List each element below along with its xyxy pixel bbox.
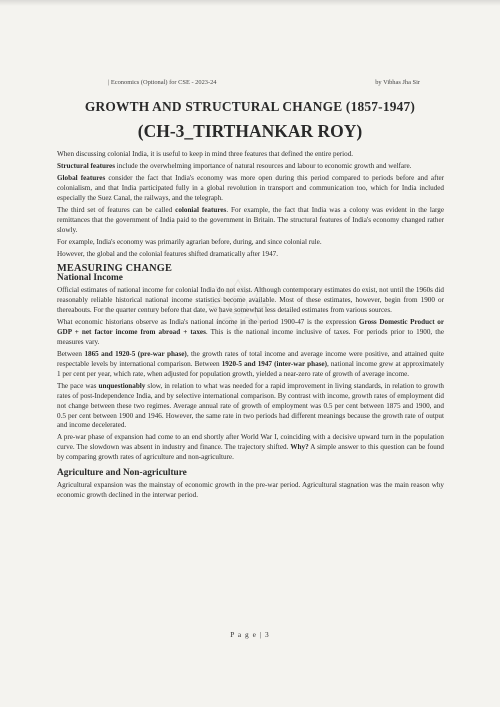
document-body: [57, 150, 444, 503]
global-text: consider the fact that India's economy was more open during this period compared to periods before and after colonialism, and that India participated fully in a global revolution in transport and communication too, which for India included especially the Suez Canal, the railways, and the telegraph.: [57, 174, 444, 202]
global-paragraph: [57, 174, 444, 204]
prewar-phase-term: 1865 and 1920-5 (pre-war phase): [84, 349, 187, 358]
pace-term: unquestionably: [98, 381, 146, 390]
prewar-paragraph: [57, 433, 444, 463]
colonial-text: . For example, the fact that India was a colony was evident in the large remittances that the government of India paid to the government in Britain. The structural features of India's economy changed rather slowly.: [57, 205, 444, 234]
page-title: GROWTH AND STRUCTURAL CHANGE (1857-1947): [84, 99, 416, 114]
page-header: [108, 79, 420, 86]
pace-post: slow, in relation to what was needed for a rapid improvement in living standards, in relation to growth rates of post-Independence India, and by selective international comparison. By contrast with income, growth rates of employment did not change between these two regimes. Average annual rate of growth of employment was 0.5 per cent between 1875 and 1900, and 0.5 per cent between 1900 and 1946. However, the same rate in two periods had different meanings because the growth rate of output and income decelerated.: [57, 381, 444, 430]
subsection-heading-national-income: National Income: [57, 273, 123, 284]
intro-paragraph: When discussing colonial India, it is useful to keep in mind three features that defined the entire period.: [57, 150, 354, 158]
page-number: P a g e | 3: [230, 630, 270, 639]
section-heading-agriculture: Agriculture and Non-agriculture: [57, 468, 187, 479]
gdp-paragraph: [57, 318, 444, 348]
prewar-pre: A pre-war phase of expansion had come to an end shortly after World War I, coinciding with a decisive upward turn in the population curve. The slowdown was absent in industry and finance. The trajectory shifted.: [57, 433, 444, 452]
between-paragraph: [57, 350, 444, 380]
official-paragraph: Official estimates of national income for colonial India do not exist. Although contemporary estimates do exist, not until the 1960s did reasonably reliable historical national income statistics become available. Most of these estimates, however, begin from 1900 or thereabouts. For the quarter century before that date, we have somewhat less detailed estimates from various sources.: [57, 286, 444, 315]
header-course: | Economics (Optional) for CSE - 2023-24: [108, 79, 217, 86]
colonial-paragraph: [57, 206, 444, 236]
structural-text: include the overwhelming importance of natural resources and labour to economic growth and welfare.: [114, 162, 412, 170]
section-heading-measuring: MEASURING CHANGE: [57, 262, 173, 274]
gdp-pre: What economic historians observe as India's national income in the period 1900-47 is the expression: [57, 318, 359, 327]
between-mid: , the growth rates of total income and average income were positive, and attained quite respectable levels by international comparison. Between: [57, 349, 444, 368]
between-pre: Between: [57, 349, 85, 358]
why-term: Why?: [290, 443, 309, 452]
header-author: by Vibhas Jha Sir: [375, 79, 420, 86]
page-subtitle: (CH-3_TIRTHANKAR ROY): [137, 121, 363, 141]
however-paragraph: However, the global and the colonial features shifted dramatically after 1947.: [57, 249, 278, 258]
pace-pre: The pace was: [57, 381, 99, 390]
colonial-term: colonial features: [175, 205, 227, 214]
example-paragraph: For example, India's economy was primarily agrarian before, during, and since colonial rule.: [57, 237, 322, 246]
prewar-post: A simple answer to this question can be found by comparing growth rates of agriculture and non-agriculture.: [57, 443, 444, 462]
colonial-pre: The third set of features can be called: [57, 205, 176, 214]
gdp-post: . This is the national income inclusive of taxes. For periods prior to 1900, the measures vary.: [57, 328, 444, 346]
agriculture-paragraph: Agricultural expansion was the mainstay of economic growth in the pre-war period. Agricultural stagnation was the main reason why economic growth declined in the interwar period.: [57, 481, 444, 499]
structural-paragraph: [57, 162, 444, 172]
between-post: , national income grew at approximately 1 per cent per year, which rate, when adjusted for population growth, yielded a near-zero rate of growth of average income.: [57, 359, 444, 378]
global-term: Global features: [57, 174, 106, 182]
gdp-term: Gross Domestic Product or GDP + net factor income from abroad + taxes: [57, 318, 444, 337]
interwar-phase-term: 1920-5 and 1947 (inter-war phase): [221, 359, 327, 368]
scan-edge-shadow: [0, 0, 500, 6]
structural-term: Structural features: [57, 162, 115, 170]
pace-paragraph: [57, 382, 444, 432]
